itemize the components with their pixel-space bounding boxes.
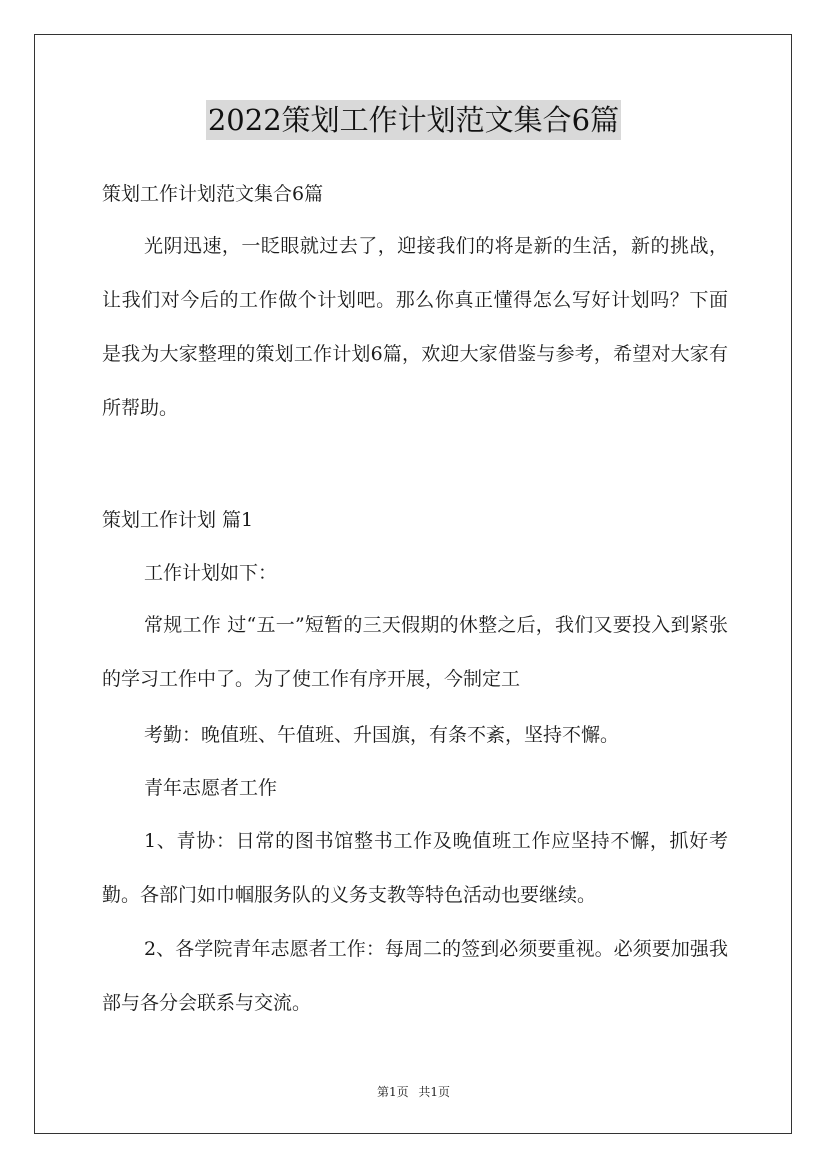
page-total: 共1页 xyxy=(418,1085,451,1099)
section-heading: 策划工作计划 篇1 xyxy=(102,509,254,531)
paragraph-work-plan: 工作计划如下： xyxy=(144,562,278,584)
paragraph-volunteer-heading: 青年志愿者工作 xyxy=(144,777,278,799)
title-container xyxy=(0,100,827,140)
page-number: 第1页 xyxy=(376,1085,409,1099)
document-subtitle: 策划工作计划范文集合6篇 xyxy=(102,183,324,205)
paragraph-attendance: 考勤：晚值班、午值班、升国旗，有条不紊，坚持不懈。 xyxy=(144,724,620,746)
intro-paragraph: 光阴迅速，一眨眼就过去了，迎接我们的将是新的生活，新的挑战，让我们对今后的工作做个计划吧。那么你真正懂得怎么写好计划吗？下面是我为大家整理的策划工作计划6篇，欢迎大家借鉴与参考，希望对大家有所帮助。 xyxy=(102,235,728,419)
paragraph-routine-work: 常规工作 过“五一”短暂的三天假期的休整之后，我们又要投入到紧张的学习工作中了。为了使工作有序开展，今制定工 xyxy=(102,614,728,690)
paragraph-item-2: 2、各学院青年志愿者工作：每周二的签到必须要重视。必须要加强我部与各分会联系与交流。 xyxy=(102,938,728,1014)
page-footer xyxy=(0,1083,827,1100)
paragraph-item-1: 1、青协：日常的图书馆整书工作及晚值班工作应坚持不懈，抓好考勤。各部门如巾帼服务队的义务支教等特色活动也要继续。 xyxy=(102,830,728,906)
document-title: 2022策划工作计划范文集合6篇 xyxy=(206,100,621,140)
